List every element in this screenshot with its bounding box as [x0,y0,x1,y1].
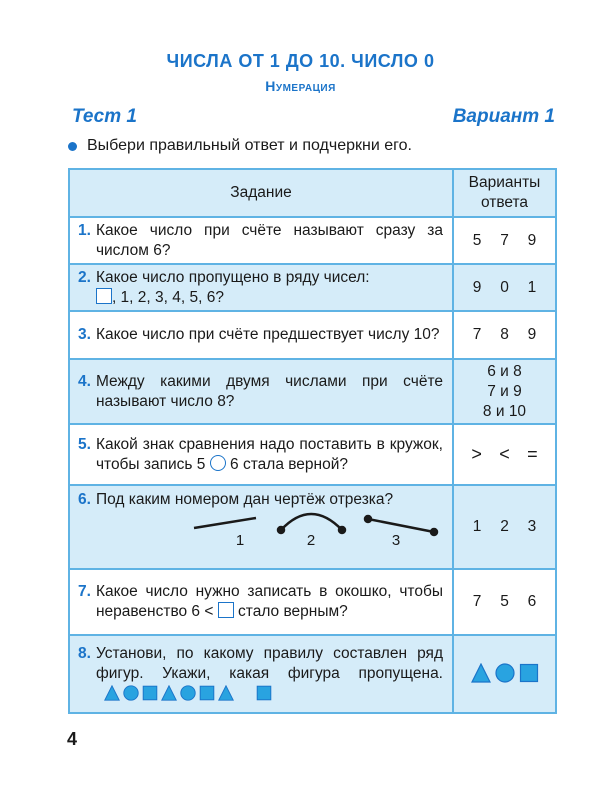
question-number: 3. [78,326,91,343]
page-subtitle: Нумерация [265,78,336,94]
segment-endpoint [365,516,371,522]
answer-option[interactable]: 7 [472,326,482,343]
segment-endpoint [431,529,437,535]
question-text: Какое число при счёте называют сразу за числом 6? [95,221,443,259]
answer-option[interactable]: 8 и 10 [482,402,527,420]
question-row-7 [69,569,556,635]
square-icon [199,685,215,701]
header-task: Задание [69,169,453,217]
variant-label: Вариант 1 [452,106,555,127]
question-text: Между какими двумя числами при счёте называют число 8? [95,372,443,410]
test-label: Тест 1 [72,106,137,127]
instruction-text: Выбери правильный ответ и подчеркни его. [87,137,412,154]
segment-figures [78,510,444,546]
question-row-8 [69,635,556,713]
square-icon [142,685,158,701]
square-icon[interactable] [519,663,539,683]
answer-shapes [471,663,539,683]
answer-option[interactable]: 9 [527,326,537,343]
answer-option[interactable]: 6 [527,593,537,610]
question-number: 5. [78,435,91,453]
bullet-icon [68,142,77,151]
answer-option[interactable]: = [527,444,538,464]
question-text: Какой знак сравнения надо поставить в кружок, чтобы запись 5 [95,435,443,473]
answer-option[interactable]: 7 [500,231,509,249]
line-figure-1 [194,518,256,528]
shape-sequence [104,685,272,701]
circle-icon[interactable] [495,663,515,683]
answer-option[interactable]: 5 [500,593,509,610]
figure-label: 2 [306,532,316,546]
empty-circle-icon [210,455,226,471]
empty-box-icon [218,602,234,618]
instruction [68,137,412,155]
question-number: 4. [78,372,91,390]
answer-option[interactable]: 2 [500,518,509,535]
answer-option[interactable]: > [471,444,482,464]
segment-figure-3 [368,519,434,532]
question-text: стало верным? [238,603,348,620]
square-icon [256,685,272,701]
question-row-4 [69,359,556,424]
triangle-icon [104,685,120,701]
answer-option[interactable]: 1 [527,278,537,296]
triangle-icon[interactable] [471,663,491,683]
triangle-icon [218,685,234,701]
question-text: Какое число при счёте предшествует числу 10? [95,326,440,343]
circle-icon [180,685,196,701]
answer-option[interactable]: 1 [472,518,482,535]
page-number: 4 [67,729,78,749]
answer-option[interactable]: 7 [472,593,482,610]
triangle-icon [161,685,177,701]
question-row-3 [69,311,556,359]
circle-icon [123,685,139,701]
question-text: Установи, по какому правилу составлен ряд фигур. Укажи, какая фигура пропущена. [95,645,443,682]
answer-option[interactable]: 7 и 9 [487,382,522,400]
page-title: ЧИСЛА ОТ 1 ДО 10. ЧИСЛО 0 [166,51,435,71]
arc-endpoint [278,527,284,533]
answer-option[interactable]: 0 [500,278,509,296]
question-number: 2. [78,268,91,286]
arc-endpoint [339,527,345,533]
question-number: 8. [78,645,91,662]
question-number: 6. [78,491,91,508]
question-row-5 [69,424,556,485]
question-number: 7. [78,583,91,600]
question-number: 1. [78,221,91,239]
question-row-1 [69,217,556,264]
question-text: Под каким номером дан чертёж отрезка? [95,491,394,508]
answer-option[interactable]: 6 и 8 [487,362,522,380]
answer-option[interactable]: 9 [472,278,482,296]
question-text: Какое число нужно записать в окошко, чтобы неравенство 6 < [95,583,443,620]
question-text: Какое число пропущено в ряду чисел: [95,268,370,286]
answer-option[interactable]: 5 [472,231,482,249]
answer-option[interactable]: < [499,444,510,464]
figure-label: 3 [391,532,401,546]
header-answers: Варианты ответа [453,169,556,217]
task-table [68,168,557,714]
answer-option[interactable]: 3 [527,518,537,535]
question-text: 6 стала верной? [230,455,348,473]
empty-box-icon [96,288,112,304]
figure-label: 1 [235,532,245,546]
answer-option[interactable]: 8 [500,326,509,343]
question-row-2 [69,264,556,311]
answer-option[interactable]: 9 [527,231,537,249]
question-text: , 1, 2, 3, 4, 5, 6? [111,288,224,306]
arc-figure-2 [281,514,342,530]
question-row-6 [69,485,556,569]
